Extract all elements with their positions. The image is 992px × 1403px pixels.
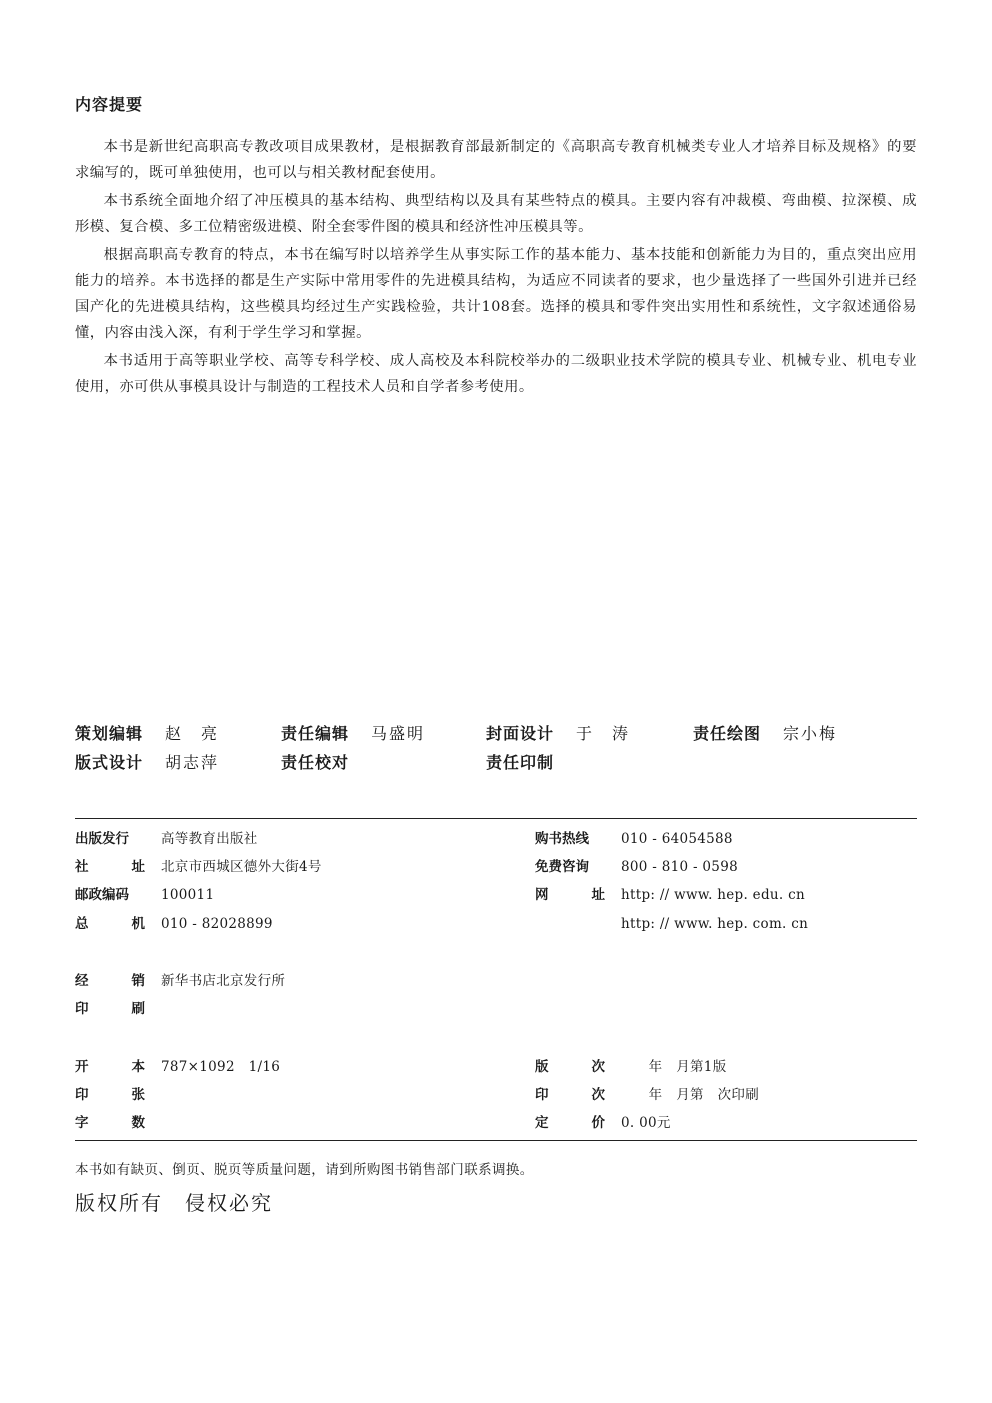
format-row (75, 1055, 495, 1079)
credit-layout-design (75, 751, 219, 775)
words-row (75, 1111, 495, 1135)
edition-row (535, 1055, 917, 1079)
credit-role: 责任校对 (281, 753, 350, 772)
credit-role: 责任编辑 (281, 724, 350, 743)
publisher-row (75, 827, 495, 851)
summary-paragraph: 本书适用于高等职业学校、高等专科学校、成人高校及本科院校举办的二级职业技术学院的模具专业、机械专业、机电专业使用，亦可供从事模具设计与制造的工程技术人员和自学者参考使用。 (75, 353, 917, 395)
credit-illustration (693, 722, 837, 746)
credit-role: 责任绘图 (693, 724, 762, 743)
printing-row (535, 1083, 917, 1107)
sheets-label: 印 张 (75, 1087, 145, 1103)
words-label: 字 数 (75, 1115, 145, 1131)
address-row (75, 855, 495, 879)
format-label: 开 本 (75, 1059, 145, 1075)
credit-responsible-editor (281, 722, 425, 746)
switchboard-value: 010 - 82028899 (161, 916, 273, 932)
distributor-value: 新华书店北京发行所 (161, 973, 286, 989)
sheets-row (75, 1083, 495, 1107)
credit-role: 封面设计 (486, 724, 555, 743)
credit-name: 马盛明 (371, 724, 426, 743)
credits-row (75, 751, 917, 780)
edition-label: 版 次 (535, 1059, 605, 1075)
hotline-label: 购书热线 (535, 831, 589, 847)
switchboard-label: 总 机 (75, 916, 145, 932)
distributor-row (75, 969, 495, 993)
website-row (535, 883, 917, 907)
credit-cover-design (486, 722, 630, 746)
credits-row (75, 722, 917, 751)
quality-notice: 本书如有缺页、倒页、脱页等质量问题，请到所购图书销售部门联系调换。 (75, 1162, 534, 1178)
credit-name: 宗小梅 (783, 724, 838, 743)
publisher-value: 高等教育出版社 (161, 831, 258, 847)
credit-name: 于 涛 (576, 724, 631, 743)
footer (75, 1158, 917, 1218)
credit-print-supervision (486, 751, 576, 775)
credit-role: 策划编辑 (75, 724, 144, 743)
summary-heading: 内容提要 (75, 95, 144, 114)
credit-role: 责任印制 (486, 753, 555, 772)
divider-bottom (75, 1140, 917, 1141)
address-label: 社 址 (75, 859, 145, 875)
distributor-label: 经 销 (75, 973, 145, 989)
website-value-edu: http: // www. hep. edu. cn (621, 887, 805, 903)
printing-label: 印 次 (535, 1087, 605, 1103)
printing-value: 年 月第 次印刷 (621, 1087, 759, 1103)
website-label: 网 址 (535, 887, 605, 903)
edition-value: 年 月第1版 (621, 1059, 727, 1075)
freeline-row (535, 855, 917, 879)
copyright-notice: 版权所有 侵权必究 (75, 1191, 273, 1215)
website-row-2 (535, 912, 917, 936)
credit-name: 胡志萍 (165, 753, 220, 772)
price-row (535, 1111, 917, 1135)
credit-role: 版式设计 (75, 753, 144, 772)
credit-name: 赵 亮 (165, 724, 220, 743)
price-value: 0. 00元 (621, 1115, 671, 1131)
postcode-value: 100011 (161, 887, 215, 903)
switchboard-row (75, 912, 495, 936)
postcode-label: 邮政编码 (75, 887, 129, 903)
printer-row (75, 997, 495, 1021)
publisher-label: 出版发行 (75, 831, 129, 847)
credits-block (75, 722, 917, 780)
printer-label: 印 刷 (75, 1001, 145, 1017)
credit-planning-editor (75, 722, 219, 746)
hotline-value: 010 - 64054588 (621, 831, 733, 847)
credit-proofreading (281, 751, 371, 775)
summary-paragraph: 根据高职高专教育的特点，本书在编写时以培养学生从事实际工作的基本能力、基本技能和创新能力为目的，重点突出应用能力的培养。本书选择的都是生产实际中常用零件的先进模具结构，为适应不同读者的要求，也少量选择了一些国外引进并已经国产化的先进模具结构，这些模具均经过生产实践检验，共计108套。选择的模具和零件突出实用性和系统性，文字叙述通俗易懂，内容由浅入深，有利于学生学习和掌握。 (75, 247, 917, 341)
summary-paragraph: 本书是新世纪高职高专教改项目成果教材，是根据教育部最新制定的《高职高专教育机械类专业人才培养目标及规格》的要求编写的，既可单独使用，也可以与相关教材配套使用。 (75, 139, 917, 181)
format-value: 787×1092 1/16 (161, 1059, 281, 1075)
summary-paragraph: 本书系统全面地介绍了冲压模具的基本结构、典型结构以及具有某些特点的模具。主要内容有冲裁模、弯曲模、拉深模、成形模、复合模、多工位精密级进模、附全套零件图的模具和经济性冲压模具等。 (75, 193, 917, 235)
postcode-row (75, 883, 495, 907)
summary-body (75, 134, 917, 402)
hotline-row (535, 827, 917, 851)
divider-top (75, 818, 917, 819)
website-value-com: http: // www. hep. com. cn (621, 916, 809, 932)
address-value: 北京市西城区德外大街4号 (161, 859, 322, 875)
freeline-label: 免费咨询 (535, 859, 589, 875)
freeline-value: 800 - 810 - 0598 (621, 859, 738, 875)
price-label: 定 价 (535, 1115, 605, 1131)
